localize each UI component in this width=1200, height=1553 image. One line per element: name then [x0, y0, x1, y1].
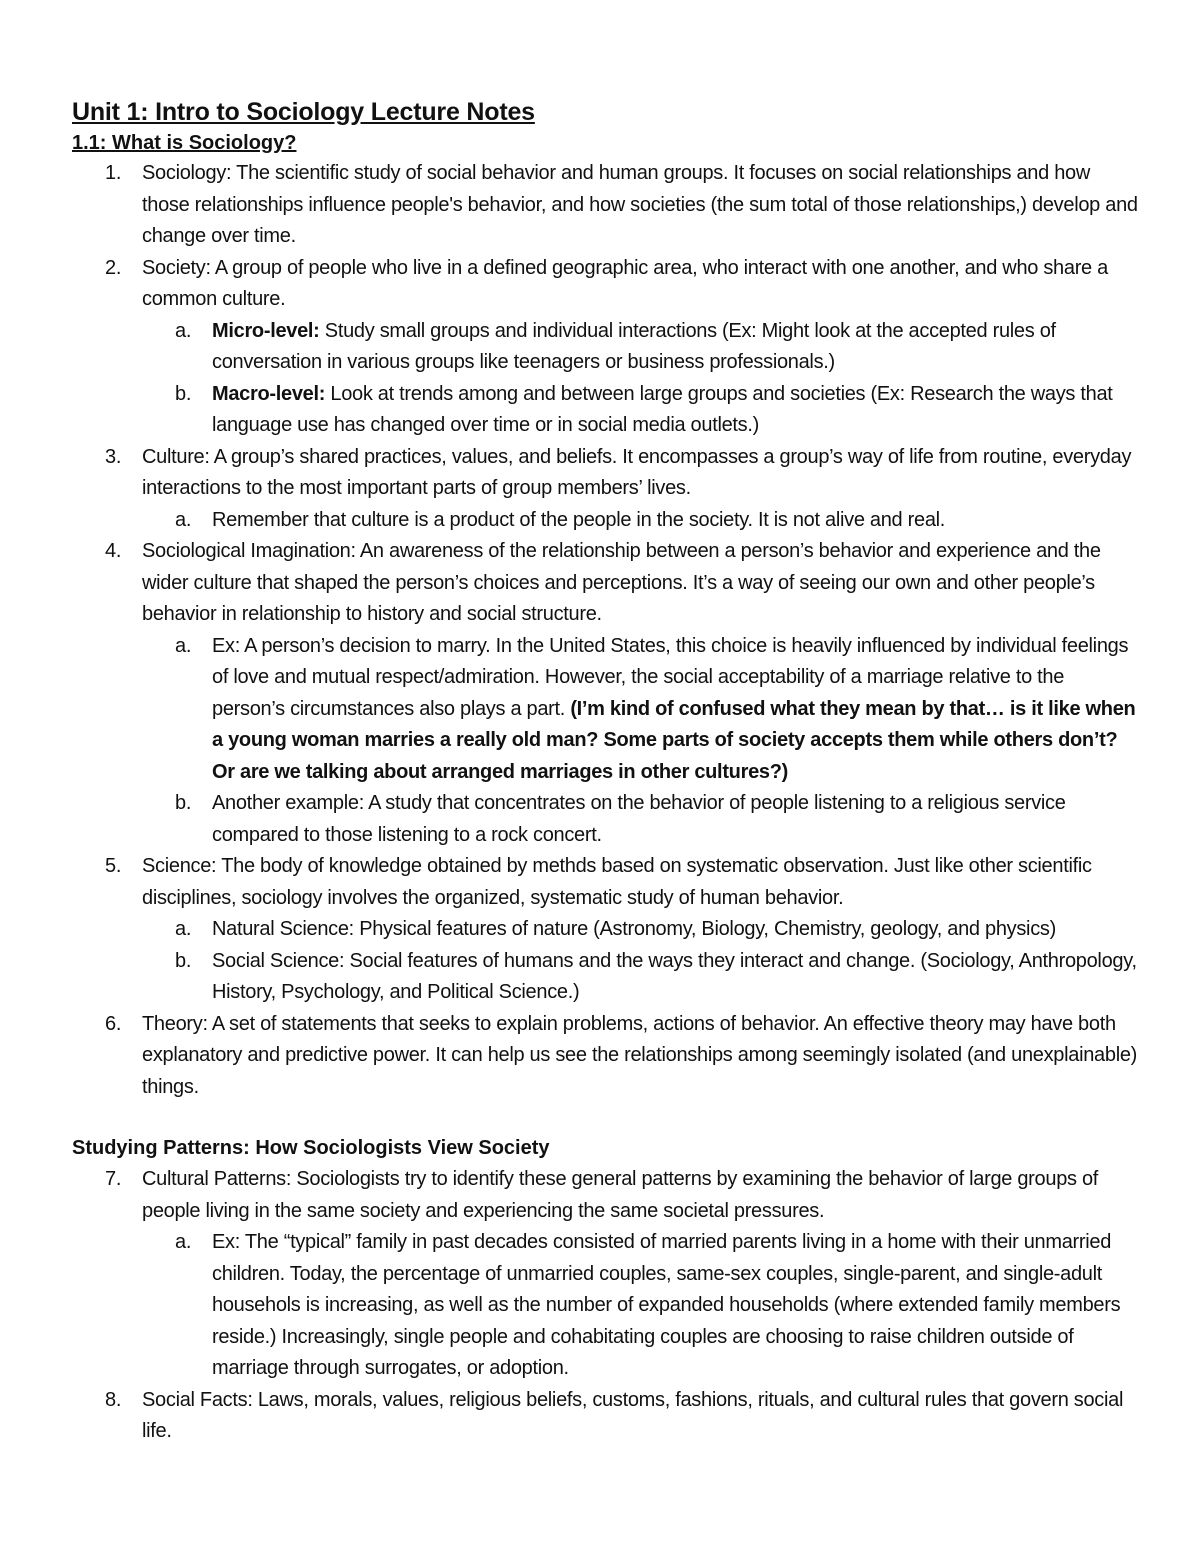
item-text: Culture: A group’s shared practices, values, and beliefs. It encompasses a group’s way of life from routine, everyday interactions to the most important parts of group members’ lives.	[142, 445, 1132, 499]
item-number: 1.	[105, 162, 122, 184]
sub-item-letter: a.	[175, 508, 192, 531]
item-text: Social Facts: Laws, morals, values, religious beliefs, customs, fashions, rituals, and cultural rules that govern social life.	[142, 1388, 1124, 1442]
term-bold: Macro-level:	[212, 382, 326, 405]
item-text: Cultural Patterns: Sociologists try to identify these general patterns by examining the behavior of large groups of people living in the same society and experiencing the same societal pressures.	[142, 1168, 1099, 1222]
sub-item-text: Ex: A person’s decision to marry. In the United States, this choice is heavily influenced by individual feelings of love and mutual respect/admiration. However, the social acceptability of a marriage relative to the person’s circumstances also plays a part.	[212, 634, 1129, 720]
item-text: Sociology: The scientific study of social behavior and human groups. It focuses on social relationships and how those relationships influence people's behavior, and how societies (the sum total of those relationships,) develop and change over time.	[142, 162, 1138, 247]
sub-item	[72, 505, 1140, 537]
item-number: 5.	[105, 855, 122, 877]
sub-item-letter: b.	[175, 382, 192, 405]
sub-item	[72, 788, 1140, 851]
list-item-culture	[72, 442, 1140, 537]
page-title: Unit 1: Intro to Sociology Lecture Notes	[72, 98, 535, 126]
section1-list	[72, 158, 1140, 1103]
sub-item	[72, 1227, 1140, 1385]
sub-item-letter: a.	[175, 634, 192, 657]
sub-item-letter: b.	[175, 792, 192, 814]
sub-item-text: Another example: A study that concentrates on the behavior of people listening to a religious service compared to those listening to a rock concert.	[212, 792, 1066, 846]
item-number: 4.	[105, 540, 122, 562]
sub-item-macro-level	[72, 379, 1140, 442]
list-item-theory	[72, 1009, 1140, 1104]
item-text: Science: The body of knowledge obtained by methds based on systematic observation. Just like other scientific disciplines, sociology involves the organized, systematic study of human behavior.	[142, 855, 1092, 909]
list-item-science	[72, 851, 1140, 1009]
sub-item-text: Natural Science: Physical features of nature (Astronomy, Biology, Chemistry, geology, and physics)	[212, 918, 1056, 940]
section-heading-studying-patterns: Studying Patterns: How Sociologists View Society	[72, 1137, 550, 1159]
term-bold: Micro-level:	[212, 319, 320, 342]
item-number: 8.	[105, 1388, 122, 1411]
sub-item-letter: a.	[175, 918, 192, 940]
item-number: 7.	[105, 1168, 122, 1190]
sub-item	[72, 914, 1140, 946]
sub-item-text: Social Science: Social features of humans and the ways they interact and change. (Sociology, Anthropology, History, Psychology, and Political Science.)	[212, 949, 1137, 1003]
list-item-society	[72, 253, 1140, 442]
item-text: Sociological Imagination: An awareness of the relationship between a person’s behavior and experience and the wider culture that shaped the person’s choices and perceptions. It’s a way of seeing our own and other people’s behavior in relationship to history and social structure.	[142, 540, 1101, 625]
sub-item-text: Study small groups and individual interactions (Ex: Might look at the accepted rules of conversation in various groups like teenagers or business professionals.)	[212, 319, 1056, 373]
sub-item-text: Remember that culture is a product of the people in the society. It is not alive and real.	[212, 508, 946, 531]
sub-item-letter: b.	[175, 949, 192, 972]
sub-item-letter: a.	[175, 1231, 192, 1253]
sub-item-letter: a.	[175, 319, 192, 342]
section2-list	[72, 1164, 1140, 1448]
sub-item	[72, 946, 1140, 1009]
list-item-sociological-imagination	[72, 536, 1140, 851]
item-text: Theory: A set of statements that seeks to explain problems, actions of behavior. An effective theory may have both explanatory and predictive power. It can help us see the relationships among seemingly isolated (and unexplainable) things.	[142, 1012, 1138, 1098]
item-number: 3.	[105, 445, 122, 468]
list-item-social-facts	[72, 1385, 1140, 1448]
sub-item-micro-level	[72, 316, 1140, 379]
section-heading-what-is-sociology: 1.1: What is Sociology?	[72, 132, 297, 154]
item-number: 2.	[105, 256, 122, 279]
sub-item	[72, 631, 1140, 789]
note-bold: (I’m kind of confused what they mean by that… is it like when a young woman marries a really old man? Some parts of society accepts them while others don’t? Or are we talking about arranged marriages in other cultures?)	[212, 697, 1136, 783]
list-item-cultural-patterns	[72, 1164, 1140, 1385]
item-number: 6.	[105, 1012, 122, 1035]
list-item-sociology	[72, 158, 1140, 253]
sub-item-text: Ex: The “typical” family in past decades consisted of married parents living in a home with their unmarried children. Today, the percentage of unmarried couples, same-sex couples, single-parent, and single-adult househols is increasing, as well as the number of expanded households (where extended family members reside.) Increasingly, single people and cohabitating couples are choosing to raise children outside of marriage through surrogates, or adoption.	[212, 1231, 1121, 1379]
item-text: Society: A group of people who live in a defined geographic area, who interact with one another, and who share a common culture.	[142, 256, 1108, 310]
sub-item-text: Look at trends among and between large groups and societies (Ex: Research the ways that language use has changed over time or in social media outlets.)	[212, 382, 1113, 436]
